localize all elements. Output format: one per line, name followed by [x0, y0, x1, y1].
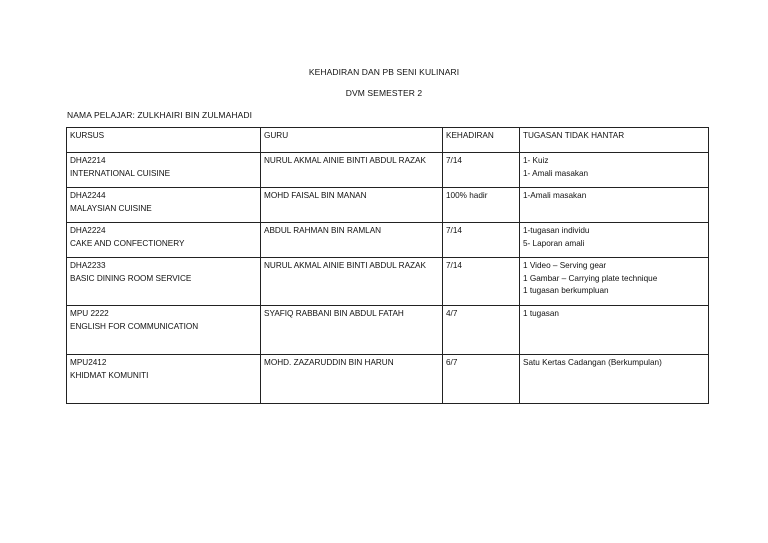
attendance-cell: 4/7	[443, 306, 520, 355]
course-cell	[67, 153, 261, 188]
assignment-item: 1 Gambar – Carrying plate technique	[523, 273, 658, 283]
document-title: KEHADIRAN DAN PB SENI KULINARI	[308, 67, 460, 77]
header-attendance: KEHADIRAN	[443, 128, 520, 153]
assignments-cell	[520, 188, 709, 223]
course-code: DHA2244	[70, 191, 106, 200]
course-name: KHIDMAT KOMUNITI	[70, 370, 149, 380]
attendance-cell: 100% hadir	[443, 188, 520, 223]
assignment-item: 1 tugasan	[523, 309, 559, 318]
attendance-cell: 7/14	[443, 153, 520, 188]
assignments-cell	[520, 355, 709, 404]
course-name: INTERNATIONAL CUISINE	[70, 168, 171, 178]
table-row	[67, 153, 709, 188]
table-row	[67, 258, 709, 306]
assignment-item: 1 Video – Serving gear	[523, 261, 607, 270]
course-cell	[67, 223, 261, 258]
assignment-item: Satu Kertas Cadangan (Berkumpulan)	[523, 358, 662, 367]
course-cell	[67, 188, 261, 223]
course-code: MPU 2222	[70, 309, 109, 318]
course-cell	[67, 258, 261, 306]
course-name: MALAYSIAN CUISINE	[70, 203, 152, 213]
attendance-cell: 6/7	[443, 355, 520, 404]
assignment-item: 5- Laporan amali	[523, 238, 585, 248]
course-cell	[67, 355, 261, 404]
teacher-cell: MOHD. ZAZARUDDIN BIN HARUN	[261, 355, 443, 404]
course-cell	[67, 306, 261, 355]
assignment-item: 1 tugasan berkumpluan	[523, 286, 609, 295]
header-course: KURSUS	[67, 128, 261, 153]
attendance-cell: 7/14	[443, 223, 520, 258]
assignment-item: 1- Amali masakan	[523, 168, 589, 178]
header-assignments: TUGASAN TIDAK HANTAR	[520, 128, 709, 153]
table-row	[67, 188, 709, 223]
course-code: DHA2233	[70, 261, 106, 270]
teacher-cell: MOHD FAISAL BIN MANAN	[261, 188, 443, 223]
attendance-cell: 7/14	[443, 258, 520, 306]
course-name: CAKE AND CONFECTIONERY	[70, 238, 185, 248]
assignments-cell	[520, 223, 709, 258]
course-code: DHA2224	[70, 226, 106, 235]
assignments-cell	[520, 153, 709, 188]
course-code: MPU2412	[70, 358, 107, 367]
assignment-item: 1-tugasan individu	[523, 226, 590, 235]
table-header-row	[67, 128, 709, 153]
assignments-cell	[520, 306, 709, 355]
table-row	[67, 223, 709, 258]
assignments-cell	[520, 258, 709, 306]
course-name: ENGLISH FOR COMMUNICATION	[70, 321, 199, 331]
course-name: BASIC DINING ROOM SERVICE	[70, 273, 192, 283]
document-subtitle: DVM SEMESTER 2	[345, 88, 423, 98]
teacher-cell: NURUL AKMAL AINIE BINTI ABDUL RAZAK	[261, 153, 443, 188]
teacher-cell: SYAFIQ RABBANI BIN ABDUL FATAH	[261, 306, 443, 355]
assignment-item: 1- Kuiz	[523, 156, 549, 165]
assignment-item: 1-Amali masakan	[523, 191, 587, 200]
header-teacher: GURU	[261, 128, 443, 153]
course-code: DHA2214	[70, 156, 106, 165]
table-row	[67, 355, 709, 404]
table-row	[67, 306, 709, 355]
student-name: NAMA PELAJAR: ZULKHAIRI BIN ZULMAHADI	[67, 110, 253, 120]
teacher-cell: NURUL AKMAL AINIE BINTI ABDUL RAZAK	[261, 258, 443, 306]
attendance-table	[66, 127, 709, 404]
teacher-cell: ABDUL RAHMAN BIN RAMLAN	[261, 223, 443, 258]
